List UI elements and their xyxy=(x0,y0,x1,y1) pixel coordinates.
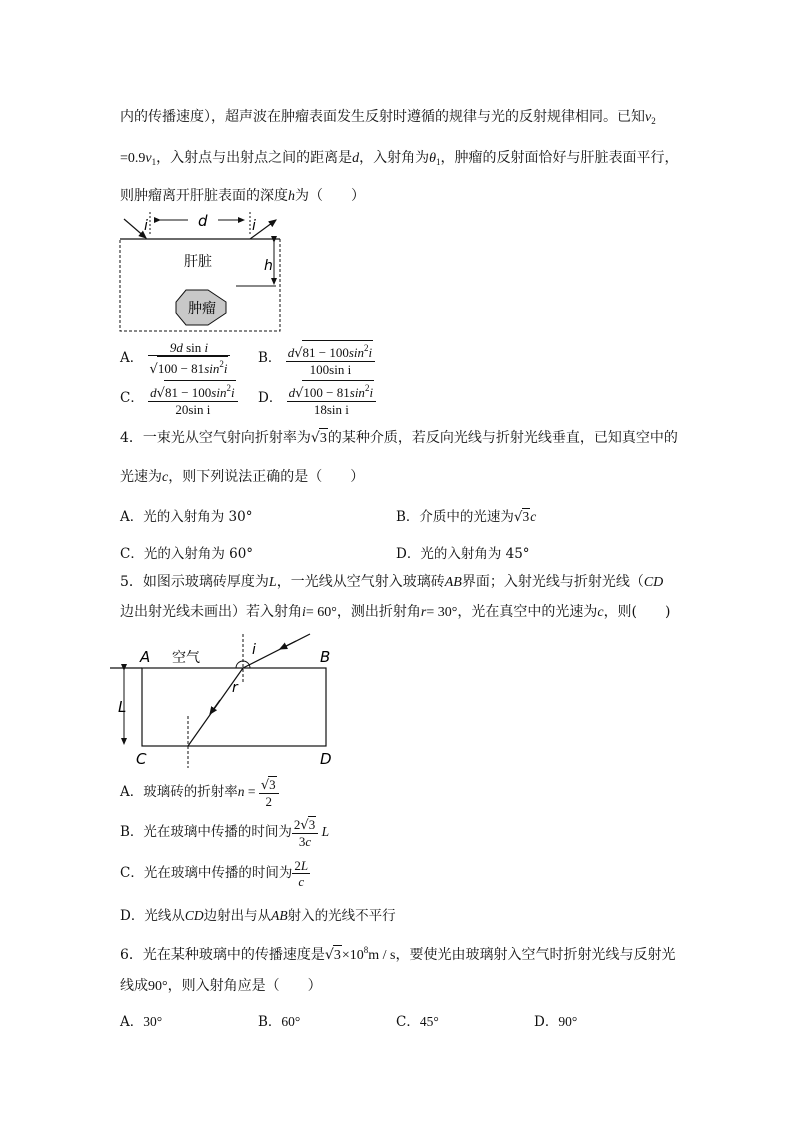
var-theta: θ xyxy=(429,151,437,166)
b-num-post: i xyxy=(368,345,373,360)
glass-brick-figure xyxy=(110,632,350,772)
q5-text-3: 界面；入射光线与折射光线（ xyxy=(461,574,644,590)
q6-option-b[interactable] xyxy=(258,1010,300,1030)
q5-option-b[interactable]: B．光在玻璃中传播的时间为 $\frac{2√3}{3c}$ L xyxy=(120,817,330,849)
d-num-rad: 100 − 81 xyxy=(303,385,350,400)
q4-c-text: C．光的入射角为 60° xyxy=(120,546,254,562)
q4-option-b[interactable]: B．介质中的光速为√3c xyxy=(396,509,537,525)
q4-text-1: 4．一束光从空气射向折射率为 xyxy=(120,430,311,446)
q6-text-4: ，则入射角应是（ ） xyxy=(167,978,322,994)
q6-text-1: 6．光在某种玻璃中的传播速度是 xyxy=(120,947,325,963)
q4-b-text: B．介质中的光速为 xyxy=(396,509,514,525)
q5-text-5: ，测出折射角 xyxy=(336,604,421,620)
d-num-post: i xyxy=(369,385,374,400)
q6-text-3: 线成 xyxy=(120,978,148,994)
a-den-fn: sin xyxy=(204,361,220,376)
q4-text-2: 的某种介质，若反向光线与折射光线垂直，已知真空中的 xyxy=(327,430,678,446)
q6-text-2: ，要使光由玻璃射入空气时折射光线与反射光 xyxy=(395,947,676,963)
q6-speed-unit: m / s xyxy=(368,948,396,963)
q6-angle: 90° xyxy=(148,979,168,994)
q5-var-L: L xyxy=(268,575,277,590)
q6-d-val: 90° xyxy=(558,1014,578,1029)
b-num-pre: d xyxy=(287,345,295,360)
q6-d-label: D． xyxy=(534,1014,559,1030)
q6-speed: ×10 xyxy=(341,948,364,963)
q5-var-AB: AB xyxy=(444,575,462,590)
var-h: h xyxy=(288,189,295,204)
q5-text-1: 5．如图示玻璃砖厚度为 xyxy=(120,574,269,590)
var-v2: v xyxy=(645,110,652,125)
d-den: 18sin i xyxy=(313,402,349,417)
q6-line-2 xyxy=(120,976,322,997)
tumor-label: 肿瘤 xyxy=(188,301,216,317)
q5-line-1 xyxy=(120,572,663,593)
a-den-post: i xyxy=(223,361,228,376)
q4-line-1: 4．一束光从空气射向折射率为√3的某种介质，若反向光线与折射光线垂直，已知真空中的 xyxy=(120,428,678,449)
intro-line-3 xyxy=(120,186,365,207)
fig2-r-label: r xyxy=(232,680,238,696)
q5-d-text-2: 边射出与从 xyxy=(203,908,272,924)
liver-tumor-figure xyxy=(110,208,290,336)
option-a-label: A． xyxy=(120,350,144,366)
intro-text-2: ，入射点与出射点之间的距离是 xyxy=(156,150,353,166)
q6-option-c[interactable] xyxy=(396,1010,439,1030)
q5-var-CD: CD xyxy=(643,575,664,590)
q6-a-label: A． xyxy=(120,1014,144,1030)
q4-line-2 xyxy=(120,467,364,488)
q5-d-text-1: D．光线从 xyxy=(120,908,185,924)
q4-option-d[interactable] xyxy=(396,542,530,562)
q5-text-6: ，光在真空中的光速为 xyxy=(457,604,598,620)
q5-text-2: ，一光线从空气射入玻璃砖 xyxy=(276,574,445,590)
q6-c-label: C． xyxy=(396,1014,420,1030)
q6-b-val: 60° xyxy=(281,1014,301,1029)
d-num-fn: sin xyxy=(349,385,365,400)
c-num-rad: 81 − 100 xyxy=(164,385,212,400)
q5-d-text-3: 射入的光线不平行 xyxy=(287,908,396,924)
q5-text-7: ，则( ) xyxy=(603,604,671,620)
q3-option-b[interactable]: B． $\frac{d√81 - 100\sin^2i}{\text{100sin i}}$ xyxy=(258,340,375,377)
c-num-pre: d xyxy=(150,385,157,400)
q5-r-val: = 30° xyxy=(426,605,458,620)
fig2-B-label: B xyxy=(320,648,331,666)
q5-line-2: 边出射光线未画出）若入射角i= 60°，测出折射角r= 30°，光在真空中的光速为c，则( ) xyxy=(120,604,671,620)
eq-prefix: =0.9 xyxy=(120,151,146,166)
c-den: 20sin i xyxy=(175,402,211,417)
q5-var-n: n xyxy=(237,784,245,799)
q6-b-label: B． xyxy=(258,1014,282,1030)
b-num-rad: 81 − 100 xyxy=(302,345,349,360)
option-c-label: C． xyxy=(120,390,144,406)
intro-line-2: $=0.9v_1$，入射点与出射点之间的距离是d，入射角为$\theta_1$，肿瘤的反射面恰好与肝脏表面平行， xyxy=(120,150,679,167)
fig2-A-label: A xyxy=(140,648,151,666)
q5-option-a[interactable]: A．玻璃砖的折射率n = $\frac{√3}{2}$ xyxy=(120,776,279,809)
intro-text-6: 为（ ） xyxy=(295,188,365,204)
q5-option-c[interactable]: C．光在玻璃中传播的时间为 $\frac{2L}{c}$ xyxy=(120,858,309,889)
fig2-C-label: C xyxy=(136,750,147,768)
fig1-i-right: i xyxy=(252,218,256,234)
q4-text-3: 光速为 xyxy=(120,469,162,485)
q6-speed-exp: 8 xyxy=(363,945,369,955)
intro-line-1: 内的传播速度），超声波在肿瘤表面发生反射时遵循的规律与光的反射规律相同。已知$v_2$ xyxy=(120,109,656,126)
intro-text-4: ，肿瘤的反射面恰好与肝脏表面平行， xyxy=(440,150,679,166)
q4-option-c[interactable] xyxy=(120,542,253,562)
c-num-fn: sin xyxy=(211,385,227,400)
fig2-i-label: i xyxy=(252,642,256,658)
q6-a-val: 30° xyxy=(143,1014,163,1029)
q6-line-1: 6．光在某种玻璃中的传播速度是$√3\times 10^8m / s$，要使光由玻璃射入空气时折射光线与反射光 xyxy=(120,940,675,966)
incident-ray xyxy=(124,219,146,238)
q6-option-d[interactable] xyxy=(534,1010,577,1030)
q3-option-c[interactable]: C． $\frac{d√81 - 100\sin^2i}{\text{20sin i}}$ xyxy=(120,380,238,417)
q6-option-a[interactable] xyxy=(120,1010,162,1030)
c-num-post: i xyxy=(230,385,235,400)
a-den-pre: 100 − 81 xyxy=(157,361,205,376)
liver-label: 肝脏 xyxy=(184,254,212,270)
q6-c-val: 45° xyxy=(419,1014,439,1029)
q5-option-d[interactable]: D．光线从CD边射出与从AB射入的光线不平行 xyxy=(120,908,396,924)
var-c: c xyxy=(162,470,169,485)
option-d-label: D． xyxy=(258,390,283,406)
intro-text-5: 则肿瘤离开肝脏表面的深度 xyxy=(120,188,288,204)
d-num-pre: d xyxy=(288,385,296,400)
q5-var-r: r xyxy=(420,605,427,620)
q5-i-val: = 60° xyxy=(305,605,337,620)
fig1-d-label: d xyxy=(198,212,208,230)
fig1-h-label: h xyxy=(264,258,273,274)
option-b-label: B． xyxy=(258,350,282,366)
fig2-D-label: D xyxy=(320,750,332,768)
air-label: 空气 xyxy=(172,650,200,666)
q4-option-a[interactable] xyxy=(120,505,252,525)
q3-option-d[interactable]: D． $\frac{d√100 - 81\sin^2i}{\text{18sin i}}$ xyxy=(258,380,376,417)
q5-b-text: B．光在玻璃中传播的时间为 xyxy=(120,824,292,840)
q5-text-4: 边出射光线未画出）若入射角 xyxy=(120,604,302,620)
b-den: 100sin i xyxy=(309,362,352,377)
q5-a-text: A．玻璃砖的折射率 xyxy=(120,784,238,800)
q4-a-text: A．光的入射角为 30° xyxy=(120,509,253,525)
intro-text-3: ，入射角为 xyxy=(359,150,430,166)
b-num-fn: sin xyxy=(348,345,365,360)
var-d: d xyxy=(352,151,360,166)
q3-option-a[interactable]: A． $\frac{\text{9d sin i}}{√100 - 81\sin^2i}$ xyxy=(120,340,230,377)
q5-c-text: C．光在玻璃中传播的时间为 xyxy=(120,865,293,881)
fig1-i-left: i xyxy=(144,218,148,234)
q4-d-text: D．光的入射角为 45° xyxy=(396,546,530,562)
q4-text-4: ，则下列说法正确的是（ ） xyxy=(168,469,365,485)
intro-text-1: 内的传播速度），超声波在肿瘤表面发生反射时遵循的规律与光的反射规律相同。已知 xyxy=(120,109,645,125)
q5-var-i: i xyxy=(302,605,306,620)
fig2-L-label: L xyxy=(118,698,127,716)
